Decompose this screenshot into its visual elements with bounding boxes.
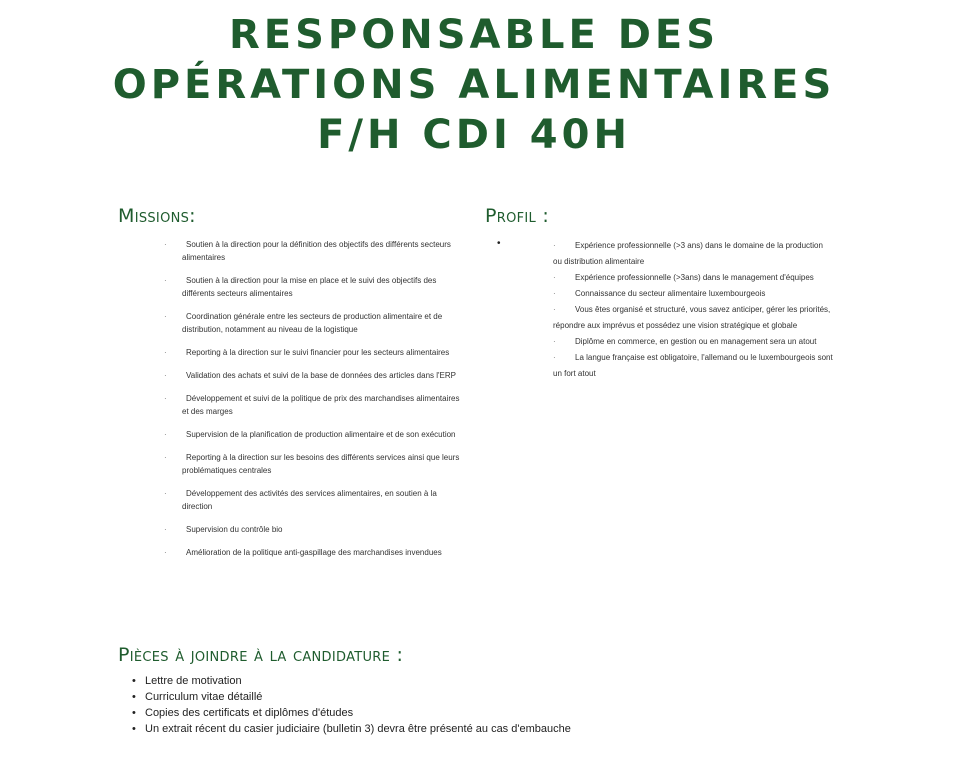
list-item: · Vous êtes organisé et structuré, vous savez anticiper, gérer les priorités, répondre aux imprévus et possédez une vision stratégique et globale <box>553 305 831 330</box>
list-item: · Amélioration de la politique anti-gaspillage des marchandises invendues <box>164 548 442 557</box>
profil-heading: Profil : <box>485 205 550 227</box>
list-item: · Coordination générale entre les secteurs de production alimentaire et de distribution, notamment au niveau de la logistique <box>164 312 443 334</box>
list-item: · Reporting à la direction sur le suivi financier pour les secteurs alimentaires <box>164 348 450 357</box>
list-item: · Expérience professionnelle (>3 ans) dans le domaine de la production ou distribution alimentaire <box>553 241 823 266</box>
list-item: • Lettre de motivation <box>145 673 571 689</box>
list-item: · Reporting à la direction sur les besoins des différents services ainsi que leurs problématiques centrales <box>164 453 460 475</box>
list-item: · Connaissance du secteur alimentaire luxembourgeois <box>553 289 766 298</box>
list-item: · Supervision de la planification de production alimentaire et de son exécution <box>164 430 456 439</box>
list-item: · Diplôme en commerce, en gestion ou en management sera un atout <box>553 337 817 346</box>
list-item: • Un extrait récent du casier judiciaire (bulletin 3) devra être présenté au cas d'embauche <box>145 721 571 737</box>
list-item: · Validation des achats et suivi de la base de données des articles dans l'ERP <box>164 371 456 380</box>
pieces-heading: Pièces à joindre à la candidature : <box>118 644 404 666</box>
list-item: · Soutien à la direction pour la mise en place et le suivi des objectifs des différents secteurs alimentaires <box>164 276 437 298</box>
list-item: · La langue française est obligatoire, l'allemand ou le luxembourgeois sont un fort atout <box>553 353 833 378</box>
page-title <box>0 10 948 160</box>
list-item: · Expérience professionnelle (>3ans) dans le management d'équipes <box>553 273 814 282</box>
list-item: · Développement et suivi de la politique de prix des marchandises alimentaires et des marges <box>164 394 460 416</box>
title-line-2: OPÉRATIONS ALIMENTAIRES <box>112 62 836 108</box>
list-item: · Développement des activités des services alimentaires, en soutien à la direction <box>164 489 437 511</box>
missions-list <box>164 238 464 569</box>
bullet-icon: • <box>497 238 501 249</box>
pieces-list <box>145 673 571 737</box>
list-item: · Supervision du contrôle bio <box>164 525 283 534</box>
title-line-1: RESPONSABLE DES <box>228 12 720 58</box>
profil-list <box>553 238 833 382</box>
missions-heading: Missions: <box>118 205 196 227</box>
list-item: • Curriculum vitae détaillé <box>145 689 571 705</box>
list-item: · Soutien à la direction pour la définition des objectifs des différents secteurs alimentaires <box>164 240 451 262</box>
title-line-3: F/H CDI 40H <box>317 112 631 158</box>
list-item: • Copies des certificats et diplômes d'études <box>145 705 571 721</box>
